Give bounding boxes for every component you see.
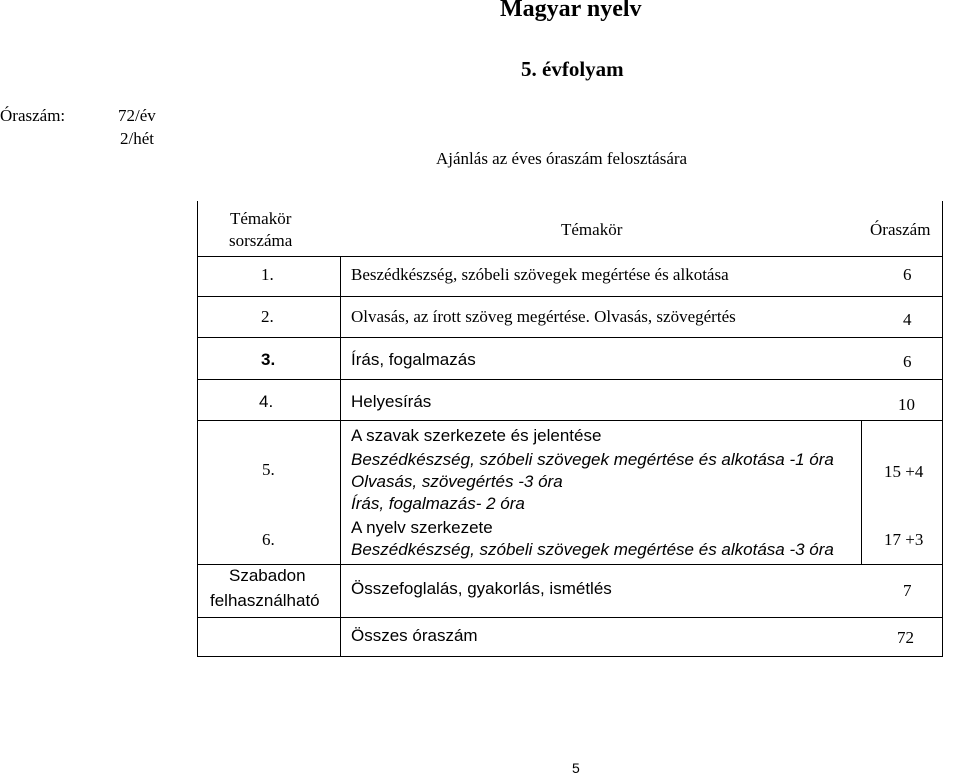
free-topic: Összefoglalás, gyakorlás, ismétlés [351, 579, 612, 598]
row-number: 1. [261, 265, 274, 284]
row-number: 5. [262, 460, 275, 479]
row-topic: A nyelv szerkezete [351, 518, 493, 537]
row-topic: Helyesírás [351, 392, 432, 411]
column-divider [861, 420, 862, 564]
row-hours: 17 +3 [884, 530, 924, 549]
row-hours: 15 +4 [884, 462, 924, 481]
row-divider [198, 296, 942, 297]
free-label-line2: felhasználható [210, 591, 320, 610]
row-hours: 4 [903, 310, 912, 329]
row-hours: 6 [903, 265, 912, 284]
row-divider [198, 256, 942, 257]
header-number-line1: Témakör [230, 209, 292, 228]
row-number: 6. [262, 530, 275, 549]
free-hours: 7 [903, 581, 912, 600]
row-divider [198, 379, 942, 380]
free-label-line1: Szabadon [229, 566, 306, 585]
row-divider [198, 337, 942, 338]
page-number: 5 [572, 760, 580, 776]
hours-per-year: 72/év [118, 106, 156, 125]
row-number: 4. [259, 392, 274, 411]
row-subtopic: Beszédkészség, szóbeli szövegek megértése és alkotása -1 óra [351, 450, 834, 469]
column-divider [340, 256, 341, 656]
row-hours: 6 [903, 352, 912, 371]
hours-per-week: 2/hét [120, 129, 154, 148]
total-label: Összes óraszám [351, 626, 478, 645]
hours-label: Óraszám: [0, 106, 66, 125]
row-number: 2. [261, 307, 274, 326]
document-title: Magyar nyelv [500, 0, 642, 22]
row-topic: A szavak szerkezete és jelentése [351, 426, 602, 445]
row-divider [198, 617, 942, 618]
recommendation-heading: Ajánlás az éves óraszám felosztására [436, 149, 688, 168]
row-topic: Beszédkészség, szóbeli szövegek megértése és alkotása [351, 265, 729, 284]
total-hours: 72 [897, 628, 914, 647]
row-topic: Olvasás, az írott szöveg megértése. Olvasás, szövegértés [351, 307, 736, 326]
row-hours: 10 [898, 395, 915, 414]
row-subtopic: Írás, fogalmazás- 2 óra [351, 494, 525, 513]
row-subtopic: Olvasás, szövegértés -3 óra [351, 472, 563, 491]
column-divider [340, 201, 341, 256]
header-topic: Témakör [561, 220, 623, 239]
header-number-line2: sorszáma [229, 231, 293, 250]
row-number: 3. [261, 350, 276, 369]
header-hours: Óraszám [870, 220, 931, 239]
row-subtopic: Beszédkészség, szóbeli szövegek megértése és alkotása -3 óra [351, 540, 834, 559]
row-divider [198, 564, 942, 565]
row-divider [198, 420, 942, 421]
grade-subtitle: 5. évfolyam [521, 57, 624, 81]
row-topic: Írás, fogalmazás [351, 350, 476, 369]
